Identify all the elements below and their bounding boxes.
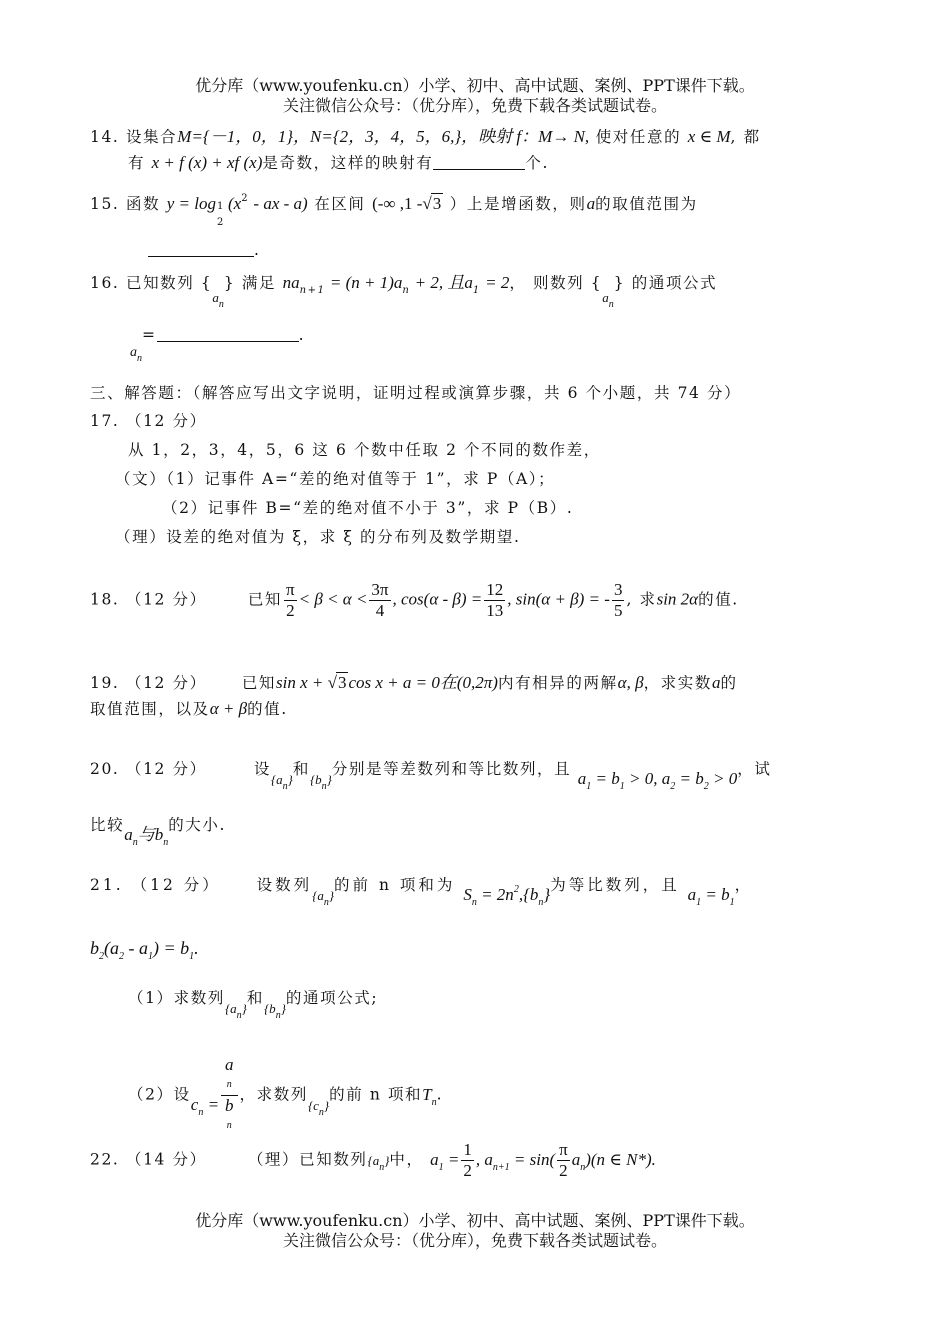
header-line-2: 关注微信公众号：（优分库），免费下载各类试题试卷。 [282,96,667,115]
q16-rel-sub: n+1 [299,285,326,296]
q16-rel3: + 2, 且a [410,273,473,292]
q19-var: a [711,673,721,692]
q22-number: 22. [90,1150,120,1169]
q21-number: 21. [90,876,124,894]
q14-text-e: 是奇数，这样的映射有 [262,154,434,172]
q17-line1: 从 1，2，3，4，5，6 这 6 个数中任取 2 个不同的数作差， [128,441,601,459]
q15-answer-blank [148,242,254,257]
q16-end: . [298,326,306,344]
section-3-title: 三、解答题：（解答应写出文字说明，证明过程或演算步骤，共 6 个小题，共 74 分） [90,384,742,402]
q15-base-num: 1 [216,201,224,212]
question-16: 16. 已知数列 $\{_{a_n}\}$ 满足 $na_{n+1} = (n + 1)a_n + 2$, 且$a_1 = 2$， 则数列 $\{_{a_n}\}$ 的通项公式 [90,273,718,310]
question-20-line2: 比较$a_n$与$b_n$的大小. [90,816,227,848]
question-19-line2 [90,697,288,719]
q15-text-c: ）上是增函数，则 [449,195,587,213]
question-22: 22. （14 分） （理）已知数列$\{a_n\}$中， $a_1$ = $\frac{1}{2}$ , $a_{n+1} = \sin$( $\frac{\pi}{2}$ $a_n)(n$ ∈ N*). [90,1140,656,1180]
q21-text-b: 的前 n 项和为 [334,876,456,894]
q20-line2b: 的大小. [168,816,227,834]
q22-frac-1: $\frac{1}{2}$ [463,1140,472,1180]
q16-text: 已知数列 { [125,274,213,292]
q17-line4: （理）设差的绝对值为 ξ，求 ξ 的分布列及数学期望. [115,528,521,546]
question-21-line2: $b_2(a_2 - a_1) = b_1$. [90,938,199,962]
q21-p1c: 的通项公式; [285,989,379,1007]
q15-arg2: - ax - a) [249,194,308,213]
q19-text-b: 内有相异的两解 [497,674,618,692]
q18-sin: , sin(α + β) = - [507,589,610,609]
q21-p1b: 和 [246,989,264,1007]
q20-text-c: 分别是等差数列和等比数列，且 [331,760,572,778]
q20-line2a: 比较 [90,816,125,834]
q21-text: 设数列 [256,876,313,894]
q19-text: 已知 [241,674,277,692]
q19-text-d: 的 [720,674,738,692]
question-15-line2 [148,241,261,259]
q14-cond: x ∈ M [687,127,731,146]
q14-text: 设集合 [125,128,178,146]
q22-frac-2: $\frac{\pi}{2}$ [559,1140,568,1180]
q21-p2a: （2）设 [128,1085,191,1104]
q20-text-b: 和 [292,760,310,778]
q17-score: （12 分） [125,412,207,430]
q14-text-f: 个. [525,154,550,172]
q15-text-e: . [254,241,261,259]
q21-frac: a n b n [221,1055,238,1136]
q18-text-b: , 求 [626,590,657,609]
q19-number: 19. [90,674,120,692]
q18-mid: < β < α < [298,589,368,609]
q15-base-den: 2 [216,217,224,228]
q18-text-c: 的值. [698,590,739,609]
q20-text-d: ，试 [737,760,772,778]
question-19: 19. （12 分） 已知sin x + √3 cos x + a = 0在(0,2π)内有相异的两解α, β，求实数a的 [90,673,738,692]
q15-text: 函数 [125,195,161,213]
q16-text-d: } 的通项公式 [613,274,718,292]
q22-text-b: 中， [389,1150,424,1169]
q15-func: y = log [166,194,216,213]
q22-score: （14 分） [125,1150,207,1169]
header-line-1: 优分库（www.youfenku.cn）小学、初中、高中试题、案例、PPT课件下载。 [195,76,755,95]
q19-sum: α + β [209,699,248,718]
q20-score: （12 分） [125,760,207,778]
q15-var: a [586,194,596,213]
q14-answer-blank [433,155,525,170]
q20-number: 20. [90,760,120,778]
q18-score: （12 分） [125,590,207,609]
question-18 [90,580,739,621]
q19-text-c: ，求实数 [643,674,712,692]
question-16-line2 [130,326,305,364]
q21-tn: T [422,1084,432,1104]
q19-score: （12 分） [125,674,207,692]
q21-p2b: ，求数列 [239,1085,308,1104]
q18-frac-1: $\frac{\pi}{2}$ [286,580,295,620]
q19-eq2: cos x + a = 0在(0,2π) [348,673,498,692]
q15-sqrt: 3 [432,194,442,213]
q19-line2b: 的值. [247,700,288,718]
q16-text-c: ， 则数列 { [509,274,603,292]
q18-cos: , cos(α - β) = [392,589,483,609]
q16-an: a [130,345,137,360]
q14-set: M={－1，0，1}，N={2，3，4，5，6,}，映射 f： [177,127,539,146]
q15-arg: (x [227,194,242,213]
q20-text: 设 [253,760,271,778]
q16-eq: = [142,326,157,344]
question-21-part2: （2）设$c_n$ = a n b n ，求数列$_{\{c_n\}}$的前 n 项和$T_n$. [128,1055,443,1136]
q16-an-sub: n [137,353,142,364]
q16-rel4: = 2 [480,273,510,292]
question-21-part1: （1）求数列$_{\{a_n\}}$和$_{\{b_n\}}$的通项公式; [128,989,379,1021]
q16-answer-blank [157,327,299,342]
question-14 [90,122,761,147]
q15-text-b: 在区间 [314,195,366,213]
q16-number: 16. [90,274,120,292]
q21-p2d: . [436,1085,444,1104]
q21-text-d: ， [734,876,754,894]
q18-frac-3: $\frac{12}{13}$ [486,580,504,620]
q18-text: 已知 [247,590,283,609]
q15-interval: (-∞ ,1 - [372,194,423,213]
q16-rel2: = (n + 1)a [325,273,403,292]
q14-map: M→ N, [538,127,590,146]
q18-frac-4: $\frac{3}{5}$ [613,580,623,620]
q22-text: （理）已知数列 [247,1150,368,1169]
q14-text-d: 有 [128,154,146,172]
question-15: 15. 函数 y = log 1 2 ($x^2$ - ax - a) 在区间 (-∞ ,1 -√3 ）上是增函数，则a的取值范围为 [90,193,698,228]
q19-sqrt: 3 [337,673,347,692]
q21-p2c: 的前 n 项和 [329,1085,423,1104]
q14-number: 14. [90,128,120,146]
question-20: 20. （12 分） 设$_{\{a_n\}}$和$_{\{b_n\}}$分别是等差数列和等比数列，且 $a_1 = b_1 > 0$, $a_2 = b_2 > 0$，试 [90,760,772,792]
q17-number: 17. [90,412,120,430]
q15-text-d: 的取值范围为 [595,195,698,213]
q17-line2: （文）（1）记事件 A=“差的绝对值等于 1”，求 P（A）； [115,470,556,488]
q14-expr: x + f (x) + xf (x) [151,153,263,172]
q16-text-b: } 满足 [223,274,277,292]
q19-line2a: 取值范围，以及 [90,700,210,718]
q21-score: （12 分） [131,876,221,894]
q18-frac-2: $\frac{3\pi}{4}$ [371,580,389,620]
q18-target: sin 2α [656,589,699,609]
q19-roots: α, β [617,673,644,692]
question-14-line2 [128,151,549,173]
footer-line-1: 优分库（www.youfenku.cn）小学、初中、高中试题、案例、PPT课件下载。 [195,1211,755,1230]
q19-eq1: sin x + [276,673,324,692]
question-21: 21. （12 分） 设数列$_{\{a_n\}}$的前 n 项和为 $S_n = 2n^2,\{b_n\}$为等比数列，且 $a_1 = b_1$， [90,876,754,908]
q16-rel: na [282,273,300,292]
q21-p1a: （1）求数列 [128,989,225,1007]
q18-number: 18. [90,590,120,609]
q14-text-c: , 都 [730,128,761,146]
q15-number: 15. [90,195,120,213]
q14-text-b: 使对任意的 [595,128,682,146]
question-17 [90,409,207,431]
q17-line3: （2）记事件 B=“差的绝对值不小于 3”，求 P（B）. [162,499,574,517]
footer-line-2: 关注微信公众号：（优分库），免费下载各类试题试卷。 [282,1231,667,1250]
q21-text-c: 为等比数列，且 [550,876,680,894]
